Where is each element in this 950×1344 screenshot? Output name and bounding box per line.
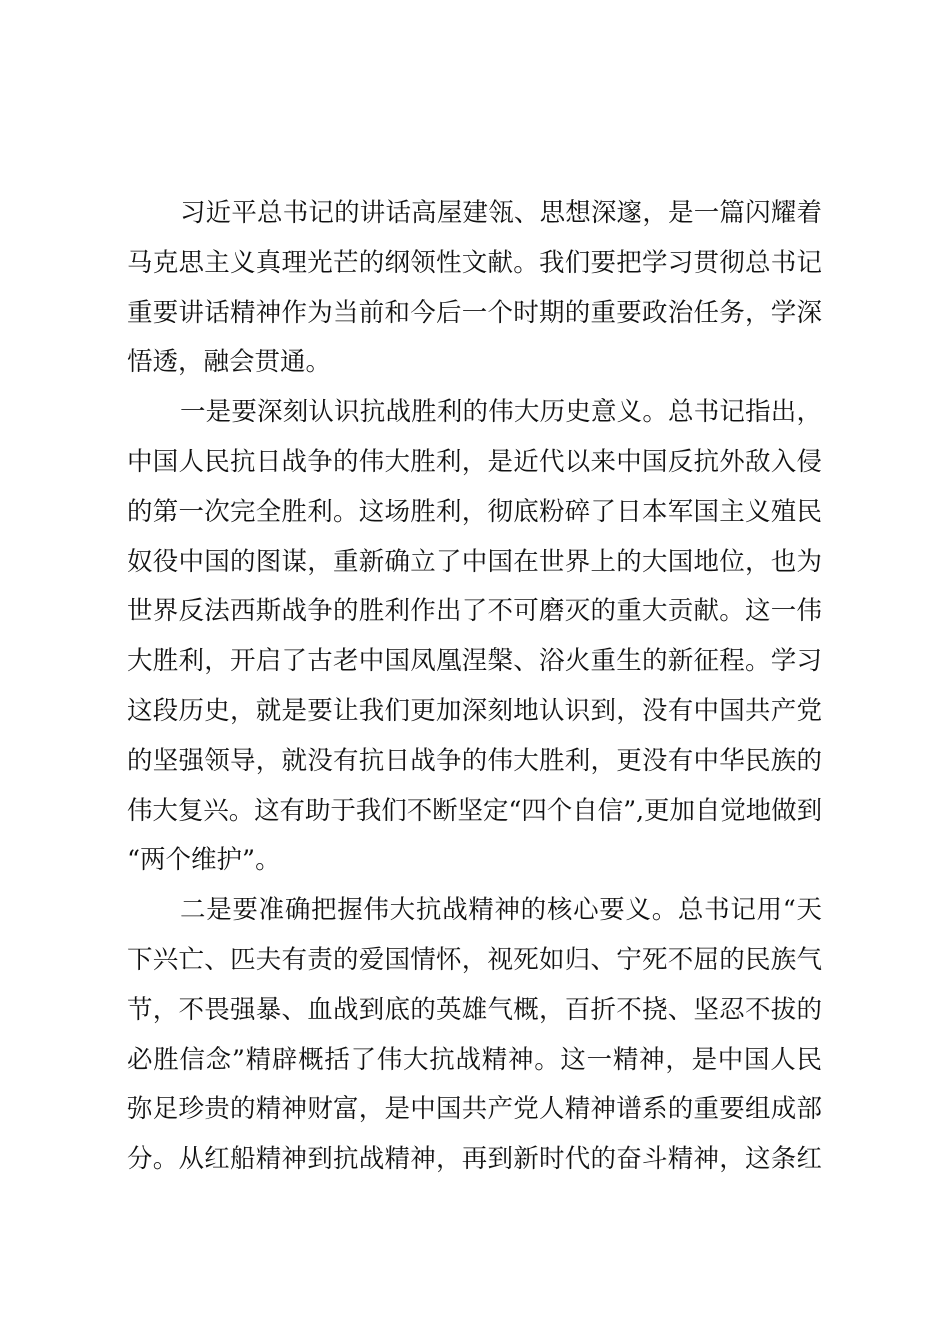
- text-line: 大胜利，开启了古老中国凤凰涅槃、浴火重生的新征程。学习: [127, 646, 822, 677]
- text-line: 悟透，融会贯通。: [127, 347, 332, 378]
- document-body: [127, 189, 822, 1185]
- text-line: 世界反法西斯战争的胜利作出了不可磨灭的重大贡献。这一伟: [127, 596, 822, 627]
- text-line: 的第一次完全胜利。这场胜利，彻底粉碎了日本军国主义殖民: [127, 496, 822, 527]
- text-line: 习近平总书记的讲话高屋建瓴、思想深邃，是一篇闪耀着: [180, 198, 822, 228]
- text-line: “两个维护”。: [127, 845, 281, 876]
- text-line: 的坚强领导，就没有抗日战争的伟大胜利，更没有中华民族的: [127, 745, 822, 776]
- text-line: 弥足珍贵的精神财富，是中国共产党人精神谱系的重要组成部: [127, 1094, 822, 1125]
- text-line: 奴役中国的图谋，重新确立了中国在世界上的大国地位，也为: [127, 546, 822, 577]
- text-line: 这段历史，就是要让我们更加深刻地认识到，没有中国共产党: [127, 695, 822, 726]
- text-line: 重要讲话精神作为当前和今后一个时期的重要政治任务，学深: [127, 297, 822, 328]
- paragraph-point-two: [127, 886, 822, 1185]
- text-line: 二是要准确把握伟大抗战精神的核心要义。总书记用“天: [180, 895, 822, 926]
- paragraph-intro: [127, 189, 822, 388]
- text-line: 下兴亡、匹夫有责的爱国情怀，视死如归、宁死不屈的民族气: [127, 944, 822, 975]
- text-line: 马克思主义真理光芒的纲领性文献。我们要把学习贯彻总书记: [127, 247, 822, 278]
- text-line: 必胜信念”精辟概括了伟大抗战精神。这一精神，是中国人民: [127, 1044, 822, 1075]
- text-line: 分。从红船精神到抗战精神，再到新时代的奋斗精神，这条红: [127, 1144, 822, 1175]
- text-line: 一是要深刻认识抗战胜利的伟大历史意义。总书记指出，: [180, 397, 822, 428]
- text-line: 节，不畏强暴、血战到底的英雄气概，百折不挠、坚忍不拔的: [127, 994, 822, 1025]
- text-line: 中国人民抗日战争的伟大胜利，是近代以来中国反抗外敌入侵: [127, 446, 822, 477]
- text-line: 伟大复兴。这有助于我们不断坚定“四个自信”,更加自觉地做到: [127, 795, 822, 826]
- paragraph-point-one: [127, 388, 822, 886]
